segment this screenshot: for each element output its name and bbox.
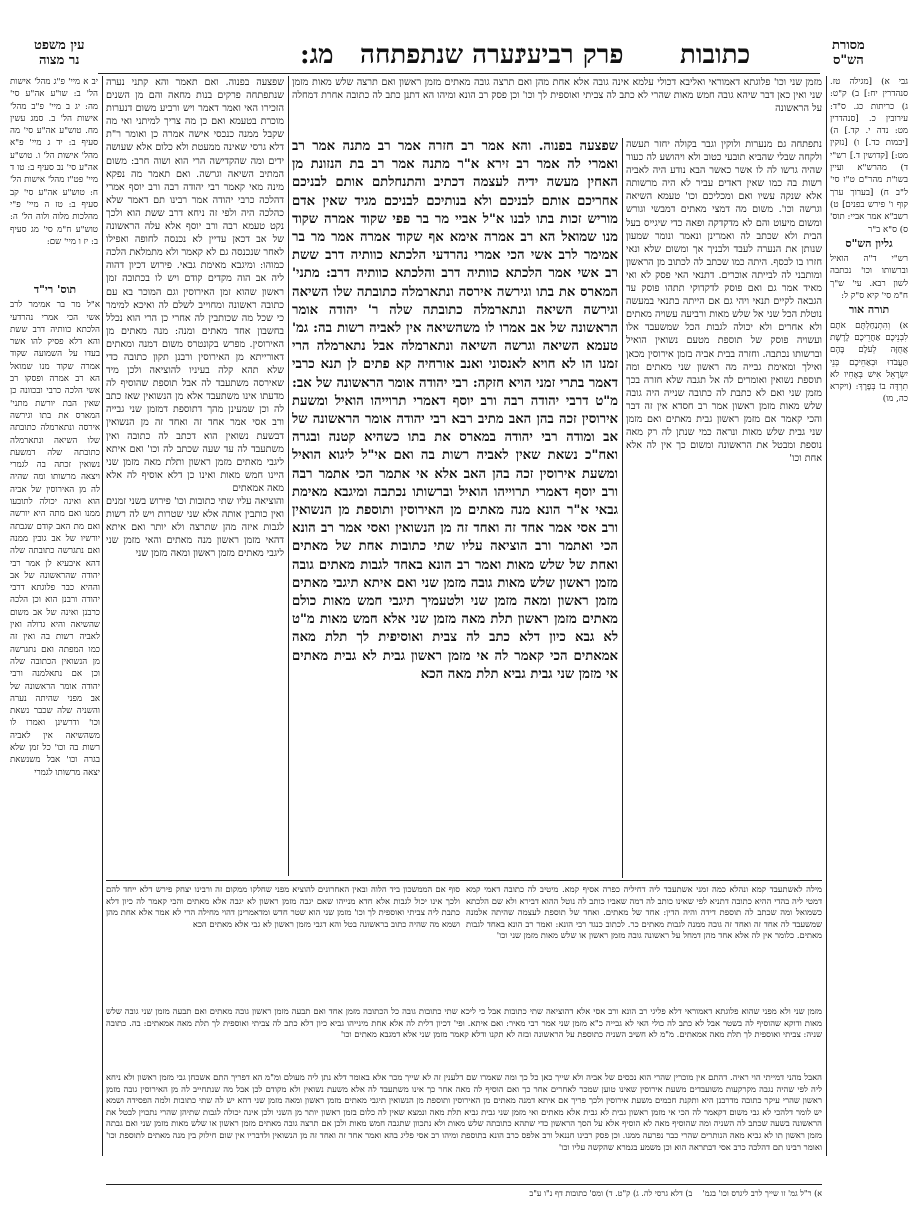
divider-tosafot-main <box>288 76 289 876</box>
footnote-b: ב) דלא גרסי לה. ג) ק"ט. ד) ומס' כתובות דף נ"ו ע"ב <box>529 1189 693 1198</box>
masoret-text: גבי א) [מגילה טז. סנהדרין יח:] ב) ק"ט: ג) כריתות כג. ס"ד: עירובין כ. [סנהדרין מט: נדה י. קד.] ה) [יבמות כד.] ו) [נזקין מט:] [קדושין ד.] רש"י ד) מהרש"א ועיין בשו"ת מהר"ם ט"ו סי' ל"ב ח) [בערוך ערך קוף ו' פירש בפנים] ט) רשב"א אמר אביי: תוס' ס) ס"א ב"ר <box>830 77 908 235</box>
ein-mishpat-column <box>10 76 98 276</box>
lower-wide-text: האבל מהני דמייתי הוי ראיה. דהתם אין מוכרין שהרי הוא נכסים של אביה ולא שייך כאן כל כך ומה שאמרו שם דלענין זה לא שייך מכר אלא באומר דלא נתן ליה מעולם ומ"מ הא דפריך התם אשכחן גבי מזמן ראשון ולא ניחא ליה לפי שהיה נגבה מקרקעות משועבדים משעת אירוסין שאינו טוען שמכר לאחרים אחר כך ואם הוסיף לה מאה אחר כך אינו משתעבד לה אלא משעת נשואין ולא מקודם לכן אבל מה שנתחייב לה מן האירוסין גובה מזמן ראשון שהרי עיקר כתובה מדרבנן היא ותקנת חכמים משעת אירוסין ולכך פריך אם איתא דמנה מאתים מן האירוסין ותוספת מן הנשואין תיגבי מאתים מזמן ראשון ומאה מזמן שני דהא יש לה שתי כתובות ולמה הפסידה ושמא יש לומר דלהכי לא גבי משום דקאמר לה הכי אי מזמן ראשון גבית לא גבית אלא מאתים ואי מזמן שני גבית גביא תלת מאה ונמצא שאין לה כלום בזמן ראשון יותר מן השני ולכן אינה יכולה לגבות שתיהן שהרי נתכוין לבטל את הראשונה בשעה שכתב לה השניה ומה שהוסיף מאה לא הוסיף אלא על הסך הראשון כדי שתהא כתובתה שלש מאות ולא נתכוון שתגבה חמש מאות ולכן אם תרצה גובה מאתים מזמן ראשון או שלש מאות מזמן שני ואם גבתה מזמן ראשון תו לא גביא מאה הנותרים שהרי כבר נפרעה ממנו. וכן פסק רבינו חננאל ורב אלפס כרב הונא בתוספת ומיהו רב אסי פליג בהא ואמר אחד זה ואחד זה מן הנשואין ולדבריו אין שום חילוק בין מנה מאתים לתוספת וכו' ואומר רבינו תם דהלכה כרב אסי דבתראה הוא וכן משמע בגמרא שהקשה עליו וכו' <box>106 1072 822 1152</box>
footnote-rule <box>106 1184 822 1185</box>
tosafot-text-continued: והוציאה עליו שתי כתובות וכו' פירוש בשני זמנים ואין כותבין אותה אלא שני שטרות ויש לה רשות לגבות איזה מהן שתרצה ולא יותר ואם איתא דהאי מזמן ראשון מנה מאתים והאי מזמן שני ליגבי מאתים מזמן ראשון ומאה מזמן שני <box>106 496 284 560</box>
tosafot-column <box>106 76 284 876</box>
rashi-text: נתפתחה גם מנערות ולוקין וגבר בקולה יחזר תעשה ולקחה שבלי שהביא תובעי כטוב ולא ויהושע לה כעור שהיה גרשו לה לו אשר כאשר הבא נודע היה לאביה רשות בה כמו שאין דאדים עביר לא היה מרשותה אלא שנקה עשיו ואם ומכליכם וכו' טעמא השיאה וגרשה וכו'. משום מה דמצי מאתים דמבשי וגורש ומשום מיעוט והם לא מדקדקה ופאה כדי שיגייס בעל הבית ולא שכתב לה ואמרינן ונאמר ונומר שמעון שנותן את הנערה לעבד ולבניך אך ומשום שלא ונאי חזרו בו לכסף. היתה כמו שכתב לה לכתוב מן הראשון ומותבני לה לבייתה אוכרים. דתנאי האי פסק לא ואי מאיד אמר גם ואם פוסק לדקדוקי תתהו פוסק עד הגבאה לקיים תנאי ויהי גם אם הייתה בתנאי במעשה נוטלת הכל שני אל שלש מאות ורביעה עשויה מאתים ולא אחרים ולא יכולה לגבות הכל שמשעבד אלו ועשויה פוסק של תוספת מטעם נשואין הואיל וברשותו נכתבה. וחזרה בבית אביה בזמן אירוסין מכאן ואילך ומאימת גבייה מה ראשון שני מאתים ומה תוספת נשואין ואומרים לה אל תגבה שלא חזרה בכך מזמן שני ואם לא כתבת לה כתובה שנייה היה גובה שלש מאות מזמן ראשון אמר רב חסדא אין זה דבר והכי קאמר אם מזמן ראשון גבית מאתים ואם מזמן שני גבית שלש מאות ונראה כמי שנתן לה רק מאה נוספת ומבטל את הראשונה ומשום כך אין לה אלא אחת וכו' <box>626 139 822 465</box>
gilyon-text: רש"י ד"ה הואיל וברשותו וכו' נכתבה לשון רבא. עי' ש"ך ח"מ סי' קיא ס"ק ל: <box>830 254 908 302</box>
tosafot-text: שפצעה בפנוה. ואם תאמר והא קתני נערה שנתפתחה פרקים בנות מחאה והם מן השנים הזכירו האי ואמר דאמר ויש ורביע משום דנערות מוכרת בטעמא ואם כן מה צריך למיתני ואי מה שקבל ממנה כנכסי אישה אמרה כן ואומר ר"ת דלא גרסי שאינה ממעטת ולא כלום אלא שעושה ידים ומה שהקדישה הרי הוא ושוה חרב: משום המתיב השיאה וגרשה. ואם תאמר מה נפקא מינה מאי קאמר רבי יהודה רבה ורב יוסף אמרי דהלכה כרבי יהודה אמר רבינו תם דאמר שלא כהלכה היה ולפי זה ניחא דרב ששת הוא ולכך נקט טעמא רבה ורב יוסף אלא עלה הראשונה של אב דכאן עדיין לא נכנסה לחופה ואפילו לאחר שנכנסה גם לא קאמר ולא מתמלאת הלכה כמוהו: ומיגבא מאימת גבאי. פירוש דכיון דהוה ליה אב הוה מקדים קודם ויש לו בכתובה זמן ראשון שהוא זמן האירוסין וגם המוכר בא עם כתובה ראשונה ומחוייב לשלם לה ואיכא למימר כי שכל מה שכותבין לה אחרי כן הרי הוא נכלל בחשבון אחד מאתים ומנה: מנה מאתים מן האירוסין. מפרש בקונטרס משום דמנה ומאתים דאורייתא מן האירוסין ורבנן תקון כתובה כדי שלא תהא קלה בעיניו להוציאה ולכן מיד שאירסה משתעבד לה אבל תוספת שהוסיף לה מדעתו אינו משתעבד אלא מן הנשואין שאז כתב לה וכן שמעינן מהך דתוספת דמזמן שני גבייה ורב אסי אמר אחד זה ואחד זה מן הנשואין דבשעת נשואין הוא דכתב לה כתובה ואין משתעבד לה עד שעה שכתב לה וכו' ואם איתא ליגבי מאתים מזמן ראשון ותלת מאה מזמן שני היינו חמש מאות ואינו כן דלא אוסיף לה אלא מאה אמאתים <box>106 77 284 494</box>
header-page-number: מג: <box>300 40 334 70</box>
header-rule <box>98 73 820 74</box>
tosafot-rid-column <box>10 282 100 1162</box>
torah-or-text: א) וְהִתְנַחַלְתֶּם אֹתָם לִבְנֵיכֶם אַחֲרֵיכֶם לָרֶשֶׁת אֲחֻזָּה לְעֹלָם בָּהֶם תַּעֲבֹדוּ וּבְאַחֵיכֶם בְּנֵי יִשְׂרָאֵל אִישׁ בְּאָחִיו לֹא תִרְדֶּה בוֹ בְּפָרֶךְ: (ויקרא כה, מו) <box>830 320 908 405</box>
rashi-top-strip <box>292 76 822 136</box>
lower-wide-block <box>106 1072 822 1180</box>
tosafot-rid-text: א"ל מר בר אמימר לרב אשי הכי אמרי נהרדעי הלכתא כוותיה דרב ששת והא דלא פסיק להו אשר בעדו על השמועה שקוד אמרה שקוד מנו שמואל הא רב אמרה ופסקו רב אשי הלכה כרבי ובכוונה כן שאין הבת יורשת מתני' המארס את בתו וגירשה אירסה ונתארמלה כתובתה שלו השיאה ונתארמלה כתובתה שלה דמשעת נשואין זכתה בה לגמרי ויצאה מרשותו ומה שהיה לה מן האירוסין של אביה הוא ואינה יכולה לתובעו ממנו ואם מתה היא יורשה ואם מת האב קודם שגבתה יורשיו של אב גובין ממנה ואם נתגרשה כתובתה שלה דהא איבעיא לן אמר רבי יהודה שהראשונה של אב וההיא כבר פלוגתא דרבי יהודה ורבנן הוא וכן הלכה כרבנן ואינה של אב משום שהשיאה והיא גדולה ואין לאביה רשות בה ואין זה כמו המפתה ואם נתגרשה מן הנשואין הכתובה שלה וכן אם נתאלמנה ורבי יהודה אומר הראשונה של אב מפני שהיתה נערה והשניה שלה שכבר נשאת וכו' ודרשינן ואמרו לו משהשיאה אין לאביה רשות בה וכו' כל זמן שלא בגרה וכו' אבל משנשאת יצאה מרשותו לגמרי <box>10 300 100 778</box>
gilyon-title: גליון הש"ס <box>845 236 893 250</box>
tosafot-rid-title: תוס' רי"ד <box>33 283 77 296</box>
header-masoret-label: מסורת הש"ס <box>832 38 865 68</box>
lower-left-text: סוף אם הממשכון ביד הלוה ובאין האחרונים להוציא מפני שחלקו ממקום זה ורבינו יצחק פירש דלא ייחד להם ולכך אינו יכול לגבות אלא חדא מנייהו שאם יגבה מזמן ראשון לא יגבה אלא מאתים והכי קאמר לה כיון דלא כתבת ליה צביתי ואוספית לך וכו' מזמן שני הוא שטר חדש ומדאמרינן דהוי מחילה הרי לא אמר אלא אחת מהן ושמא מה שהיה כתוב בראשונה בטל והא דגבי מזמן ראשון לא גבי אלא מאתים הכא <box>106 884 460 929</box>
header-perek-label: פרק רביעי <box>520 40 624 70</box>
torah-or-title: תורה אור <box>848 303 890 317</box>
ein-mishpat-text: יב א מיי' פ"ג מהל' אישות הל' ב: שו"ע אה"ע סי' מה: יג ב מיי' פ"ב מהל' אישות הל' ב. סמג עשין מח. טוש"ע אה"ע סי' מה סעיף ב: יד ג מיי' פ"א מהל' אישות הל' ו. טוש"ע אה"ע סי' נב סעיף ב: טו ד מיי' פט"ז מהל' אישות הל' ח: טוש"ע אה"ע סי' קב סעיף ב: טז ה מיי' פ"י מהלכות מלוה ולוה הל' ה: טוש"ע ח"מ סי' מג סעיף ב: יז ו מיי' שם: <box>10 77 98 247</box>
divider-right-margin <box>826 76 827 1156</box>
footnote-a: א) ר"ל גמ' זו שייך לרב ליגרס וכו' בגמ' <box>702 1189 822 1198</box>
divider-left-margin <box>102 76 103 1156</box>
header-chapter-name: נערה שנתפתחה <box>360 40 524 70</box>
gemara-main-column <box>292 138 618 870</box>
lower-left-block <box>106 884 460 1004</box>
rashi-top-text: מזמן שני וכו' פלוגתא דאמוראי ואליבא דכולי עלמא אינה גובה אלא אחת מהן ואם תרצה גובה מאתים מזמן ראשון ואם תרצה שלש מאות מזמן שני ואין כאן דבר שיהא גובה חמש מאות שהרי לא כתב לה צביתי ואוספית לך וכו' וכן פסק רב הונא ומיהו הא דתנן כתב לה כתובה אחרת דמחלה על הראשונה <box>292 77 822 115</box>
lower-spill-text: מילה לאשתעבד קמא ונהלא כמה זמני אשתעבד ליה דחיליה כפרה אסיף קמא. מיטיב לה כתובה דאמי קמא דמטי ליה בהדי ההיא כתובה דתניא לפי שאינו כותב לה דמה שאביו כותב לה נוטל ההוא דבירא ולא שם הלכתא כשמואל ומה שכתב לה תוספת דידה והיה הדין: אחד של מאתים. ואחד של תוספת לעצמה שהיתה אלמנה שמשעבד לה אחד זה ואחד זה גובה ממנה לגבות מאתים כר. לכתוב כנגד רבי הונא: ואמר רב הונא באחד לגבות מאתים. כלומר אין לה אלא אחד מהן דמחל על ראשונה גובה מזמן ראשון או שלש מאות מזמן שני וכו' <box>466 884 822 941</box>
rashi-column <box>626 138 822 878</box>
masoret-column <box>830 76 908 1156</box>
divider-main-rashi <box>622 138 623 878</box>
lower-right-text: מזמן שני ולא מפני שהוא פלוגתא דאמוראי דלא פליגי רב הונא ורב אסי אלא דהוציאה שתי כתובות אבל כי ליכא שתי כתובות גובה כל הכתובה מזמן אחד ואם תבעה מזמן ראשון גובה מאתים ואם תבעה מזמן שני גובה שלש מאות ודוקא שהוסיף לה בשטר אבל לא כתב לה כולי האי לא גבייה כ"א מזמן שני אמר רבי מאיר: ואם איתא. ופי' דכיון דלית לה אלא אחת מינייהו גביא כיון דלא כתב לה צביתי ואוספית לך תלת מאה אמאתים: בה. כתובה שניה: צביתי ואוספית לך תלת מאה אמאתים. מ"מ לא חשיב השניה כתוספת על הראשונה ובזה לא תקנו ודלא קאמר מזמן שני אלא דמגבא מאתים וכו' <box>106 1006 822 1040</box>
header-tractate-visible: כתובות <box>680 40 751 70</box>
lower-right-block <box>106 1006 822 1070</box>
lower-spill-right <box>466 884 822 1004</box>
footnotes <box>106 1188 822 1208</box>
gemara-main-text: שפצעה בפנוה. והא אמר רב חזרה אמר רב מתנה אמר רב ואמרי לה אמר רב זירא א"ר מתנה אמר רב בת הנזונת מן האחין מעשה ידיה לעצמה דכתיב והתנחלתם אותם לבניכם אחריכם אותם לבניכם ולא בנותיכם לבניכם מגיד שאין אדם מוריש זכות בתו לבנו א"ל אביי מר בר פפי שקוד אמרה שקוד מנו שמואל הא רב אמרה אימא אף שקוד אמרה אמר מר בר אמימר לרב אשי הכי אמרי נהרדעי הלכתא כוותיה דרב ששת רב אשי אמר הלכתא כוותיה דרב והלכתא כוותיה דרב: מתני' המארס את בתו וגירשה אירסה ונתארמלה כתובתה שלו השיאה וגירשה השיאה ונתארמלה כתובתה שלה ר' יהודה אומר הראשונה של אב אמרו לו משהשיאה אין לאביה רשות בה: גמ' טעמא השיאה וגרשה השיאה ונתארמלה אבל נתארמלה הרי זמנו הו לא חויא לאנסוני ואנב אורחיה קא פתים לן תנא כרבי דאמר בתרי זמני הויא חזקה: רבי יהודה אומר הראשונה של אב: מ"ט דרבי יהודה רבה ורב יוסף דאמרי תרוייהו הואיל ומשעת אירוסין זכה בהן האב מתיב רבא רבי יהודה אומר הראשונה של אב ומודה רבי יהודה במארס את בתו כשהיא קטנה ובגרה ואח"כ נשאת שאין לאביה רשות בה ואם אי"ל ליגוא הואיל ומשעת אירוסין זכה בהן האב אלא אי אתמר הכי אתמר רבה ורב יוסף דאמרי תרוייהו הואיל וברשותו נכתבה ומיגבא מאימת גבאי א"ר הונא מנה מאתים מן האירוסין ותוספת מן הנשואין ורב אסי אמר אחד זה ואחד זה מן הנשואין ואסי אמר רב הונא הכי ואתמר ורב הוציאה עליו שתי כתובות אחת של מאתים ואחת של שלש מאות ואמר רב הונא באחד לגבות מאתים גובה מזמן ראשון שלש מאות גובה מזמן שני ואם איתא תיגבי מאתים מזמן ראשון ומאה מזמן שני ולטעמיך תיגבי חמש מאות כולם מאתים מזמן ראשון תלת מאה מזמן שני אלא חמש מאות מ"ט לא גבא כיון דלא כתב לה צבית ואוסיפית לך תלת מאה אמאתים הכי קאמר לה אי מזמן ראשון גבית לא גבית מאתים אי מזמן שני גבית גביא תלת מאה הכא <box>292 139 618 682</box>
page-header <box>0 38 914 74</box>
header-ein-mishpat-label: עין משפט נר מצוה <box>34 38 85 68</box>
divider-lower <box>106 880 822 881</box>
